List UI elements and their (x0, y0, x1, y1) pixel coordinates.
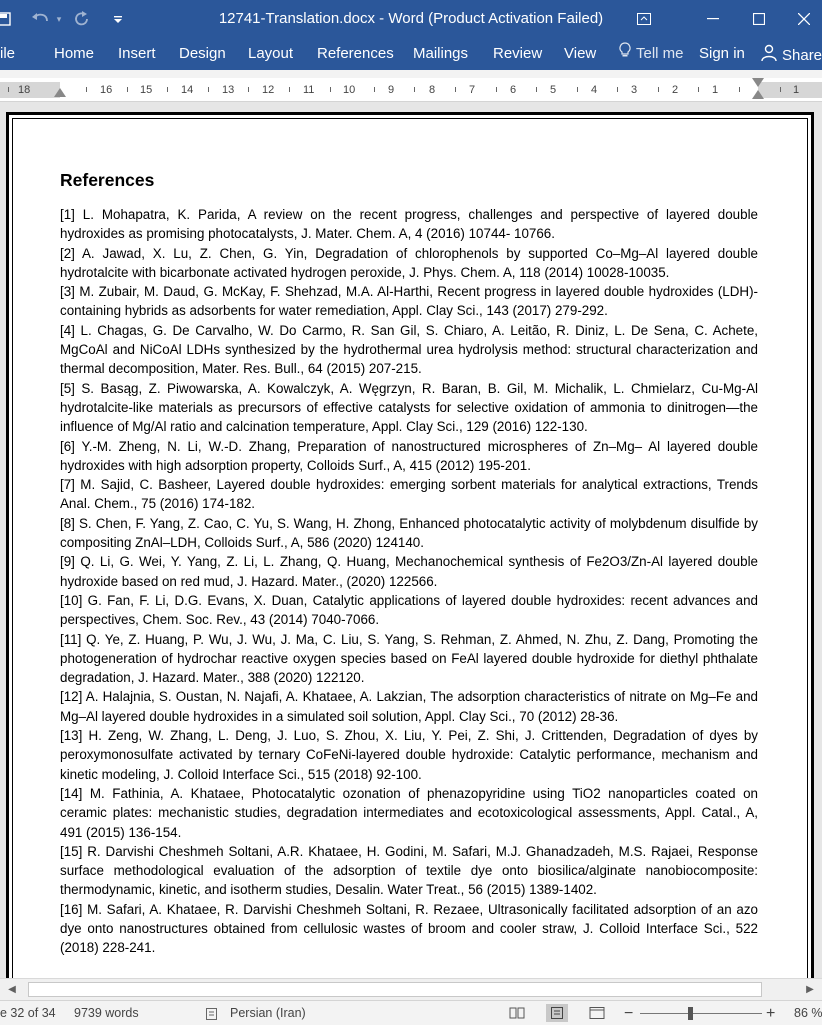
minimize-icon[interactable] (690, 0, 736, 38)
reference-item[interactable]: [9] Q. Li, G. Wei, Y. Yang, Z. Li, L. Zhang, Q. Huang, Mechanochemical synthesis of Fe2O3/Zn-Al layered double hydroxide based on red mud, J. Hazard. Mater., (2020) 122566. (60, 554, 758, 589)
tab-design[interactable]: Design (179, 45, 226, 62)
ruler-number: 10 (343, 84, 356, 96)
close-icon[interactable] (786, 0, 822, 38)
ruler-number: 5 (550, 84, 557, 96)
ruler-number: 7 (469, 84, 476, 96)
reference-item[interactable]: [5] S. Basąg, Z. Piwowarska, A. Kowalczyk, A. Węgrzyn, R. Baran, B. Gil, M. Michalik, L. Chmielarz, Cu-Mg-Al hydrotalcite-like materials as precursors of effective catalysts for selective oxidation of ammonia to dinitrogen—the influence of Mg/Al ratio and calcination temperature, Appl. Clay Sci., 129 (2016) 122-130. (60, 380, 758, 435)
web-layout-icon[interactable] (586, 1004, 608, 1022)
page-content[interactable] (60, 170, 758, 958)
ruler-number: 8 (429, 84, 436, 96)
reference-item[interactable]: [3] M. Zubair, M. Daud, G. McKay, F. Shehzad, M.A. Al-Harthi, Recent progress in layered double hydroxides (LDH)-containing hybrids as adsorbents for water remediation, Appl. Clay Sci., 143 (2017) 279-292. (60, 284, 758, 319)
tell-me-label: Tell me (636, 45, 684, 62)
document-area[interactable] (0, 102, 822, 978)
ruler-number: 14 (181, 84, 194, 96)
share-label: Share (782, 46, 822, 64)
window-title: 12741-Translation.docx - Word (Product Activation Failed) (218, 10, 604, 27)
ruler-number: 3 (631, 84, 638, 96)
reference-item[interactable]: [4] L. Chagas, G. De Carvalho, W. Do Carmo, R. San Gil, S. Chiaro, A. Leitão, R. Diniz, L. De Sena, C. Achete, MgCoAl and NiCoAl LDHs synthesized by the hydrothermal urea hydrolysis method: structural characterization and thermal decomposition, Mater. Res. Bull., 64 (2015) 207-215. (60, 322, 758, 377)
ruler-number: 18 (18, 84, 31, 96)
tab-file[interactable]: ile (0, 45, 16, 62)
tab-home[interactable]: Home (54, 45, 95, 62)
tell-me-box[interactable] (619, 38, 684, 70)
ribbon-collapsed-area (0, 70, 822, 78)
title-bar (0, 0, 822, 38)
reference-item[interactable]: [14] M. Fathinia, A. Khataee, Photocatalytic ozonation of phenazopyridine using TiO2 nanoparticles coated on ceramic plates: mechanistic studies, degradation intermediates and ecotoxicological assessments, Appl. Catal., A, 491 (2015) 136-154. (60, 785, 758, 840)
ruler-number: 13 (222, 84, 235, 96)
tab-layout[interactable]: Layout (248, 45, 294, 62)
reference-item[interactable]: [6] Y.-M. Zheng, N. Li, W.-D. Zhang, Preparation of nanostructured microspheres of Zn–Mg– Al layered double hydroxides with high adsorption property, Colloids Surf., A, 415 (2012) 195-201. (60, 438, 758, 473)
reference-item[interactable]: [15] R. Darvishi Cheshmeh Soltani, A.R. Khataee, H. Godini, M. Safari, M.J. Ghanadzadeh, M.S. Rajaei, Response surface methodological evaluation of the adsorption of textile dye onto biosilica/alginate nanobiocomposite: thermodynamic, kinetic, and isotherm studies, Desalin. Water Treat., 56 (2015) 1389-1402. (60, 843, 758, 898)
reference-item[interactable]: [10] G. Fan, F. Li, D.G. Evans, X. Duan, Catalytic applications of layered double hydroxides: recent advances and perspectives, Chem. Soc. Rev., 43 (2014) 7040-7066. (60, 592, 758, 628)
ruler-number: 15 (140, 84, 153, 96)
reference-item[interactable]: [8] S. Chen, F. Yang, Z. Cao, C. Yu, S. Wang, H. Zhong, Enhanced photocatalytic activity of molybdenum disulfide by compositing ZnAl–LDH, Colloids Surf., A, 586 (2020) 124140. (60, 515, 758, 551)
ruler-number: 4 (591, 84, 598, 96)
reference-item[interactable]: [2] A. Jawad, X. Lu, Z. Chen, G. Yin, Degradation of chlorophenols by supported Co–Mg–Al layered double hydrotalcite with bicarbonate activated hydrogen peroxide, J. Phys. Chem. A, 118 (2014) 10028-10035. (60, 245, 758, 280)
word-count[interactable]: 9739 words (74, 1006, 139, 1020)
undo-dropdown-icon[interactable]: ▾ (56, 13, 62, 24)
tab-view[interactable]: View (564, 45, 597, 62)
ruler-number: 9 (388, 84, 395, 96)
sign-in-link[interactable]: Sign in (699, 45, 745, 62)
language-indicator[interactable]: Persian (Iran) (230, 1006, 306, 1020)
status-bar (0, 1000, 822, 1025)
right-indent-marker[interactable] (752, 90, 764, 99)
ruler-number: 1 (712, 84, 719, 96)
lightbulb-icon (619, 38, 631, 70)
maximize-icon[interactable] (736, 0, 782, 38)
scroll-right-icon[interactable]: ▶ (806, 984, 814, 995)
reference-item[interactable]: [16] M. Safari, A. Khataee, R. Darvishi Cheshmeh Soltani, R. Rezaee, Ultrasonically facilitated adsorption of an azo dye onto nanostructures obtained from cellulosic wastes of broom and cooler straw, J. Colloid Interface Sci., 522 (2018) 228-241. (60, 901, 758, 956)
zoom-out-button[interactable]: − (624, 1005, 634, 1022)
ribbon-tabs (0, 38, 822, 70)
tab-insert[interactable]: Insert (118, 45, 156, 62)
horizontal-ruler[interactable] (0, 78, 822, 102)
reference-item[interactable]: [12] A. Halajnia, S. Oustan, N. Najafi, A. Khataee, A. Lakzian, The adsorption characteristics of nitrate on Mg–Fe and Mg–Al layered double hydroxides in a simulated soil solution, Appl. Clay Sci., 70 (2012) 28-36. (60, 689, 758, 724)
share-button[interactable] (758, 40, 822, 70)
tab-references[interactable]: References (317, 45, 394, 62)
zoom-level[interactable]: 86 % (794, 1006, 822, 1020)
reference-item[interactable]: [11] Q. Ye, Z. Huang, P. Wu, J. Wu, J. Ma, C. Liu, S. Yang, S. Rehman, Z. Ahmed, N. Zhu, Z. Dang, Promoting the photogeneration of hydrochar reactive oxygen species based on FeAl layered double hydroxide for diethyl phthalate degradation, J. Hazard. Mater., 388 (2020) 122120. (60, 631, 758, 686)
ruler-number: 2 (672, 84, 679, 96)
reference-item[interactable]: [7] M. Sajid, C. Basheer, Layered double hydroxides: emerging sorbent materials for analytical extractions, Trends Anal. Chem., 75 (2016) 174-182. (60, 477, 758, 512)
person-add-icon (760, 44, 778, 66)
scroll-left-icon[interactable]: ◀ (8, 984, 16, 995)
first-line-indent-marker[interactable] (752, 78, 764, 87)
reference-item[interactable]: [1] L. Mohapatra, K. Parida, A review on the recent progress, challenges and perspective of layered double hydroxides as promising photocatalysts, J. Mater. Chem. A, 4 (2016) 10744- 10766. (60, 207, 758, 242)
zoom-slider-thumb[interactable] (688, 1007, 693, 1020)
tab-review[interactable]: Review (493, 45, 543, 62)
read-mode-icon[interactable] (506, 1004, 528, 1022)
page-count[interactable]: e 32 of 34 (0, 1006, 56, 1020)
tab-mailings[interactable]: Mailings (413, 45, 469, 62)
zoom-slider-track[interactable] (640, 1013, 762, 1014)
print-layout-icon[interactable] (546, 1004, 568, 1022)
ruler-number: 1 (793, 84, 800, 96)
ruler-number: 12 (262, 84, 275, 96)
ruler-number: 11 (303, 84, 315, 96)
ruler-number: 6 (510, 84, 517, 96)
zoom-in-button[interactable]: + (766, 1005, 776, 1022)
references-heading[interactable]: References (60, 170, 155, 190)
proofing-icon[interactable] (206, 1001, 220, 1025)
ribbon-display-options-icon[interactable] (621, 0, 667, 38)
scrollbar-thumb[interactable] (28, 982, 762, 997)
reference-item[interactable]: [13] H. Zeng, W. Zhang, L. Deng, J. Luo, S. Zhou, X. Liu, Y. Pei, Z. Shi, J. Crittenden, Degradation of dyes by peroxymonosulfate activated by ternary CoFeNi-layered double hydroxide: Catalytic performance, mechanism and kinetic modeling, J. Colloid Interface Sci., 515 (2018) 92-100. (60, 728, 758, 782)
document-page[interactable] (6, 112, 814, 978)
left-indent-marker[interactable] (54, 88, 66, 97)
horizontal-scrollbar[interactable] (0, 978, 822, 1000)
ruler-number: 16 (100, 84, 113, 96)
